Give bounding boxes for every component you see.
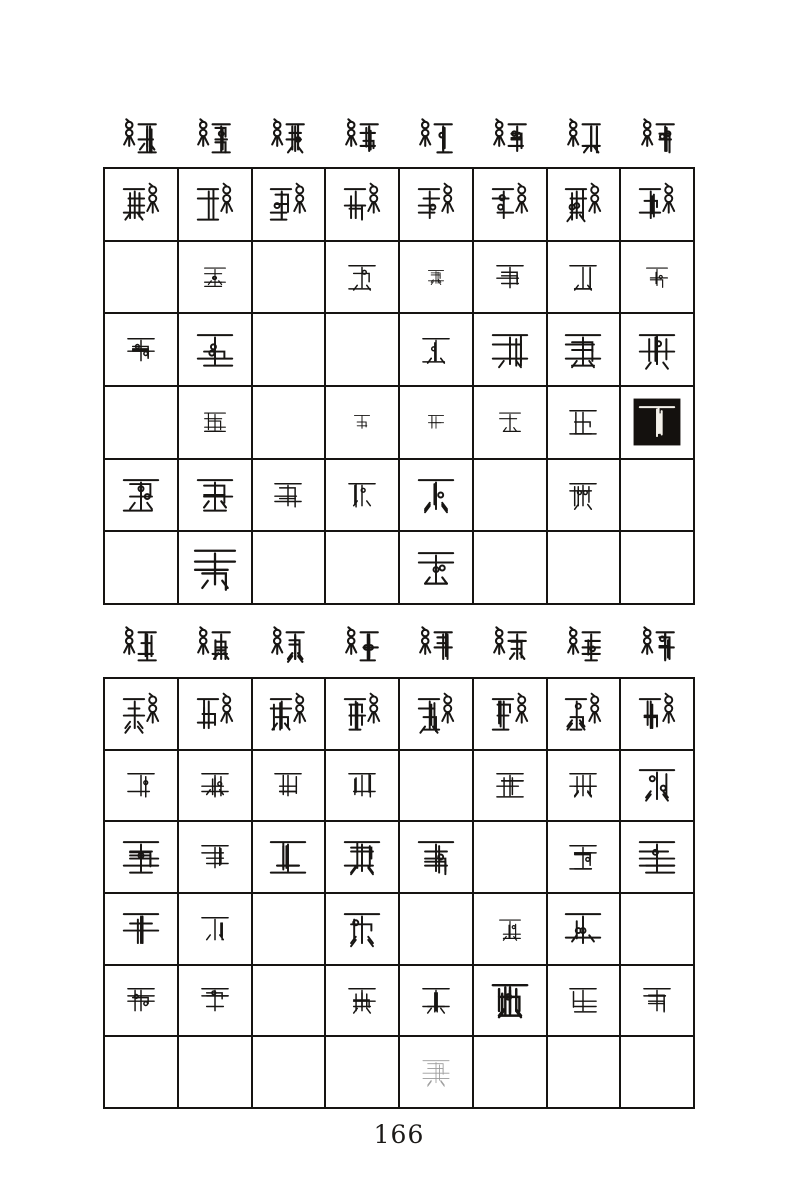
- seal-glyph-icon: [411, 179, 461, 229]
- seal-glyph-icon: [190, 179, 240, 229]
- header-char: [103, 620, 177, 672]
- seal-glyph-icon: [343, 766, 381, 804]
- seal-glyph-icon: [269, 766, 307, 804]
- seal-glyph-icon: [635, 623, 681, 669]
- glyph-cell: [474, 532, 548, 605]
- glyph-cell: [548, 822, 622, 894]
- seal-glyph-icon: [642, 262, 672, 292]
- glyph-cell: [400, 966, 474, 1038]
- seal-glyph-icon: [564, 258, 602, 296]
- glyph-cell: [621, 1037, 695, 1109]
- glyph-cell: [326, 387, 400, 460]
- glyph-cell: [621, 822, 695, 894]
- seal-glyph-icon: [116, 179, 166, 229]
- seal-glyph-icon: [632, 689, 682, 739]
- seal-glyph-icon: [117, 623, 163, 669]
- seal-glyph-icon: [487, 115, 533, 161]
- seal-glyph-icon: [638, 981, 676, 1019]
- glyph-cell: [105, 679, 179, 751]
- glyph-cell: [548, 966, 622, 1038]
- glyph-cell: [326, 751, 400, 823]
- seal-glyph-icon: [417, 981, 455, 1019]
- glyph-cell: [621, 894, 695, 966]
- glyph-cell: [621, 314, 695, 387]
- seal-glyph-icon: [632, 832, 682, 882]
- glyph-cell: [253, 460, 327, 533]
- glyph-cell: [105, 894, 179, 966]
- seal-glyph-icon: [116, 832, 166, 882]
- seal-glyph-icon: [186, 539, 244, 597]
- seal-glyph-icon: [337, 904, 387, 954]
- glyph-cell: [474, 822, 548, 894]
- glyph-cell: [253, 966, 327, 1038]
- seal-glyph-icon: [200, 262, 230, 292]
- glyph-cell: [621, 966, 695, 1038]
- seal-glyph-icon: [485, 689, 535, 739]
- seal-glyph-icon: [263, 179, 313, 229]
- glyph-cell: [474, 242, 548, 315]
- seal-glyph-icon: [558, 179, 608, 229]
- header-char: [177, 620, 251, 672]
- seal-glyph-icon: [263, 832, 313, 882]
- seal-glyph-icon: [485, 325, 535, 375]
- glyph-cell: [621, 751, 695, 823]
- header-char: [399, 620, 473, 672]
- glyph-cell: [400, 679, 474, 751]
- glyph-cell: [105, 242, 179, 315]
- seal-glyph-icon: [487, 623, 533, 669]
- glyph-cell: [474, 314, 548, 387]
- seal-glyph-icon: [337, 832, 387, 882]
- seal-glyph-icon: [122, 981, 160, 1019]
- glyph-cell: [105, 751, 179, 823]
- glyph-cell: [179, 679, 253, 751]
- seal-glyph-icon: [561, 115, 607, 161]
- glyph-cell: [253, 894, 327, 966]
- glyph-cell: [326, 894, 400, 966]
- glyph-cell: [621, 679, 695, 751]
- seal-glyph-icon: [564, 403, 602, 441]
- glyph-cell: [253, 679, 327, 751]
- glyph-cell: [105, 532, 179, 605]
- seal-glyph-icon: [558, 904, 608, 954]
- seal-glyph-icon: [495, 407, 525, 437]
- header-char: [325, 112, 399, 164]
- seal-glyph-icon: [425, 411, 447, 433]
- seal-glyph-icon: [343, 981, 381, 1019]
- glyph-cell: [400, 822, 474, 894]
- glyph-cell: [326, 1037, 400, 1109]
- seal-glyph-icon: [564, 476, 602, 514]
- glyph-cell: [179, 314, 253, 387]
- seal-glyph-icon: [265, 115, 311, 161]
- glyph-cell: [105, 314, 179, 387]
- seal-glyph-icon: [339, 115, 385, 161]
- glyph-cell: [621, 460, 695, 533]
- glyph-cell: [179, 894, 253, 966]
- glyph-cell: [326, 169, 400, 242]
- glyph-cell: [548, 679, 622, 751]
- glyph-cell: [400, 532, 474, 605]
- glyph-cell: [548, 242, 622, 315]
- glyph-cell: [548, 314, 622, 387]
- glyph-cell: [253, 1037, 327, 1109]
- glyph-cell: [400, 751, 474, 823]
- seal-glyph-icon: [351, 411, 373, 433]
- seal-glyph-icon: [564, 838, 602, 876]
- seal-glyph-icon: [564, 766, 602, 804]
- seal-glyph-icon: [411, 689, 461, 739]
- glyph-cell: [326, 822, 400, 894]
- glyph-cell: [105, 460, 179, 533]
- glyph-cell: [474, 751, 548, 823]
- seal-glyph-table-2: [103, 677, 695, 1109]
- glyph-cell: [179, 387, 253, 460]
- header-char: [251, 112, 325, 164]
- seal-glyph-icon: [116, 470, 166, 520]
- glyph-cell: [400, 894, 474, 966]
- seal-glyph-icon: [269, 476, 307, 514]
- seal-glyph-icon: [411, 832, 461, 882]
- seal-glyph-icon: [632, 325, 682, 375]
- seal-glyph-icon: [411, 543, 461, 593]
- seal-glyph-icon: [485, 179, 535, 229]
- seal-glyph-icon: [122, 766, 160, 804]
- seal-glyph-icon: [122, 331, 160, 369]
- seal-glyph-icon: [413, 115, 459, 161]
- glyph-cell: [253, 169, 327, 242]
- glyph-cell: [474, 679, 548, 751]
- glyph-cell: [105, 387, 179, 460]
- seal-glyph-icon: [190, 689, 240, 739]
- glyph-cell: [548, 751, 622, 823]
- seal-glyph-icon: [417, 1053, 455, 1091]
- seal-glyph-icon: [495, 914, 525, 944]
- glyph-cell: [326, 679, 400, 751]
- glyph-cell: [400, 1037, 474, 1109]
- seal-glyph-icon: [116, 689, 166, 739]
- seal-glyph-icon: [425, 266, 447, 288]
- glyph-cell: [326, 966, 400, 1038]
- seal-glyph-icon: [200, 407, 230, 437]
- seal-glyph-icon: [632, 397, 682, 447]
- glyph-cell: [253, 822, 327, 894]
- glyph-cell: [105, 1037, 179, 1109]
- glyph-cell: [474, 966, 548, 1038]
- header-char: [473, 620, 547, 672]
- seal-glyph-icon: [339, 623, 385, 669]
- glyph-cell: [179, 966, 253, 1038]
- glyph-cell: [179, 242, 253, 315]
- glyph-cell: [474, 894, 548, 966]
- glyph-cell: [105, 822, 179, 894]
- seal-glyph-icon: [191, 115, 237, 161]
- glyph-cell: [253, 751, 327, 823]
- seal-glyph-icon: [343, 258, 381, 296]
- glyph-cell: [548, 532, 622, 605]
- header-char: [547, 620, 621, 672]
- seal-glyph-icon: [265, 623, 311, 669]
- seal-glyph-icon: [491, 258, 529, 296]
- seal-glyph-icon: [116, 904, 166, 954]
- seal-glyph-table-1: [103, 167, 695, 605]
- seal-glyph-icon: [196, 766, 234, 804]
- seal-glyph-icon: [263, 689, 313, 739]
- header-char: [621, 620, 695, 672]
- header-char: [251, 620, 325, 672]
- glyph-cell: [548, 894, 622, 966]
- glyph-cell: [179, 751, 253, 823]
- header-char: [547, 112, 621, 164]
- header-char: [325, 620, 399, 672]
- glyph-cell: [548, 169, 622, 242]
- glyph-cell: [253, 314, 327, 387]
- glyph-cell: [326, 314, 400, 387]
- seal-glyph-icon: [117, 115, 163, 161]
- seal-glyph-icon: [196, 981, 234, 1019]
- seal-glyph-icon: [196, 910, 234, 948]
- glyph-cell: [179, 169, 253, 242]
- glyph-cell: [179, 532, 253, 605]
- glyph-cell: [400, 314, 474, 387]
- header-row-2: [103, 620, 695, 672]
- glyph-cell: [400, 169, 474, 242]
- header-char: [621, 112, 695, 164]
- glyph-cell: [179, 460, 253, 533]
- seal-glyph-icon: [558, 325, 608, 375]
- seal-glyph-icon: [417, 331, 455, 369]
- glyph-cell: [400, 387, 474, 460]
- seal-glyph-icon: [632, 760, 682, 810]
- header-row-1: [103, 112, 695, 164]
- glyph-cell: [548, 387, 622, 460]
- glyph-cell: [474, 1037, 548, 1109]
- glyph-cell: [474, 387, 548, 460]
- seal-glyph-icon: [343, 476, 381, 514]
- glyph-cell: [400, 242, 474, 315]
- glyph-cell: [548, 460, 622, 533]
- seal-glyph-icon: [337, 689, 387, 739]
- glyph-cell: [474, 169, 548, 242]
- glyph-cell: [621, 242, 695, 315]
- seal-glyph-icon: [190, 325, 240, 375]
- header-char: [399, 112, 473, 164]
- glyph-cell: [253, 242, 327, 315]
- seal-glyph-icon: [485, 975, 535, 1025]
- glyph-cell: [548, 1037, 622, 1109]
- glyph-cell: [621, 532, 695, 605]
- seal-glyph-icon: [337, 179, 387, 229]
- glyph-cell: [621, 387, 695, 460]
- seal-glyph-icon: [190, 470, 240, 520]
- header-char: [103, 112, 177, 164]
- glyph-cell: [621, 169, 695, 242]
- glyph-cell: [474, 460, 548, 533]
- page-number: 166: [373, 1120, 425, 1149]
- glyph-cell: [105, 966, 179, 1038]
- glyph-cell: [326, 460, 400, 533]
- seal-glyph-icon: [558, 689, 608, 739]
- seal-glyph-icon: [491, 766, 529, 804]
- glyph-cell: [105, 169, 179, 242]
- seal-glyph-icon: [635, 115, 681, 161]
- glyph-cell: [179, 1037, 253, 1109]
- header-char: [177, 112, 251, 164]
- glyph-cell: [179, 822, 253, 894]
- glyph-cell: [400, 460, 474, 533]
- header-char: [473, 112, 547, 164]
- seal-glyph-icon: [413, 623, 459, 669]
- glyph-cell: [326, 532, 400, 605]
- seal-glyph-icon: [632, 179, 682, 229]
- glyph-cell: [326, 242, 400, 315]
- seal-glyph-icon: [564, 981, 602, 1019]
- glyph-cell: [253, 387, 327, 460]
- seal-glyph-icon: [191, 623, 237, 669]
- seal-glyph-icon: [411, 470, 461, 520]
- seal-glyph-icon: [561, 623, 607, 669]
- glyph-cell: [253, 532, 327, 605]
- seal-glyph-icon: [196, 838, 234, 876]
